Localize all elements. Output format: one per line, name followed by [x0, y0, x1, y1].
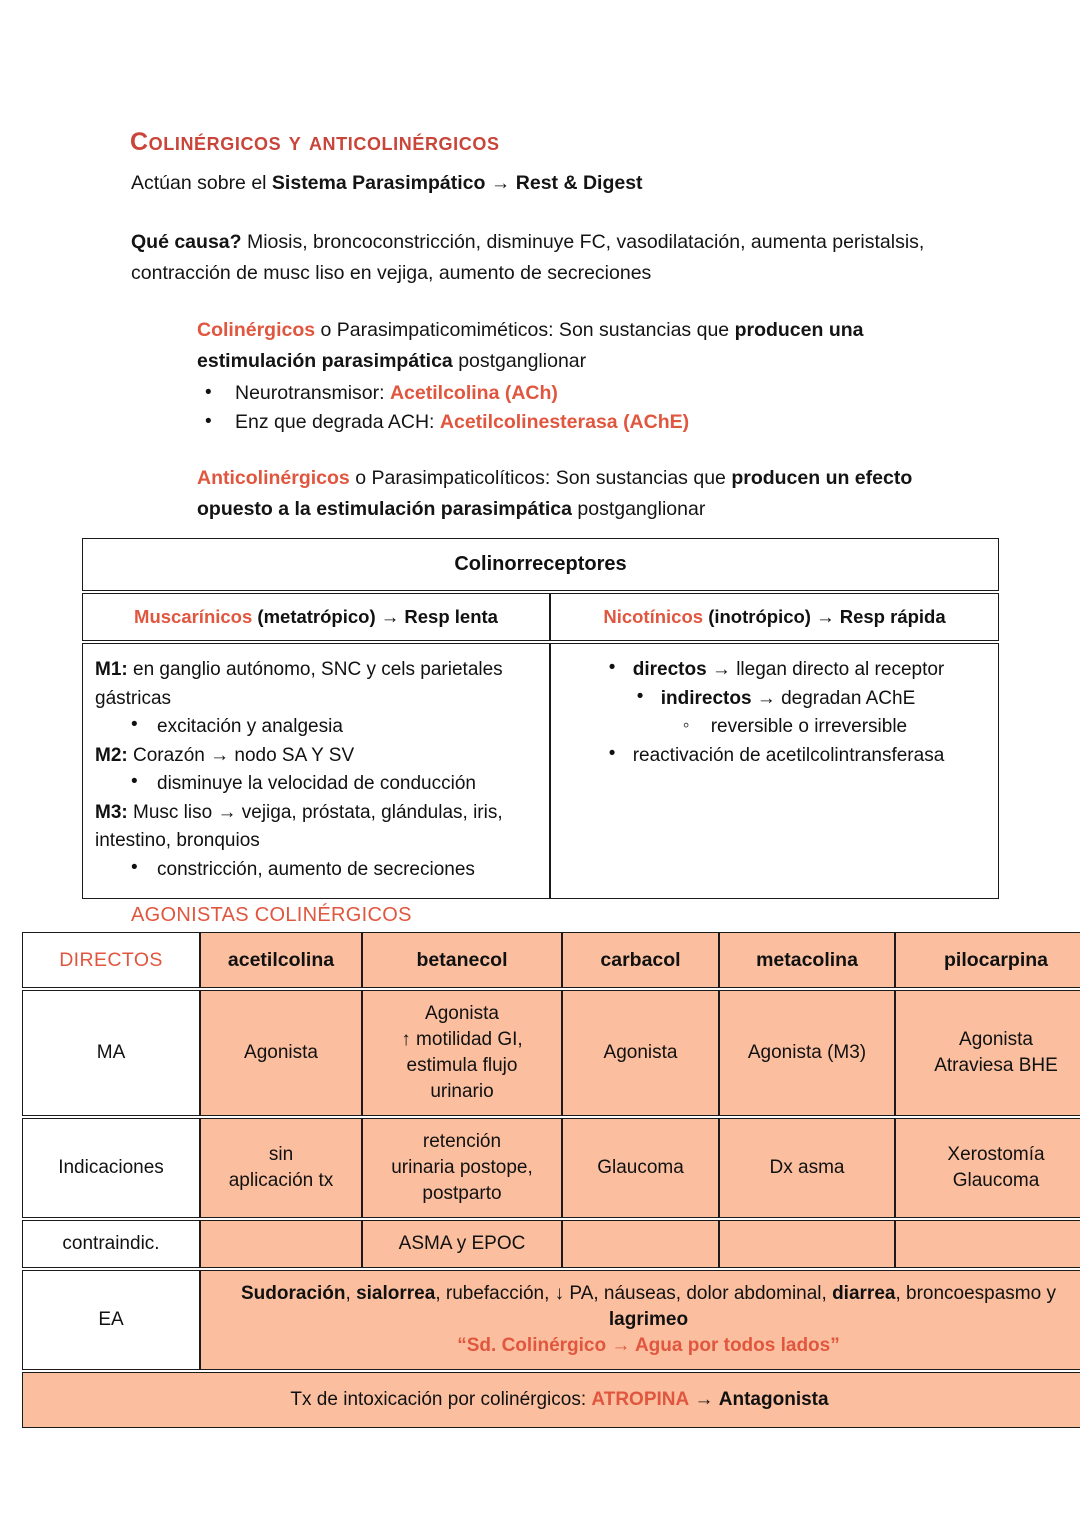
colinorreceptores-table: [82, 536, 999, 901]
m3-bullets: [95, 856, 535, 885]
muscarinic-header-accent: Muscarínicos: [134, 606, 253, 627]
m2-line: [95, 742, 535, 771]
list-item: [605, 656, 945, 685]
agonistas-colinergicos-table: [22, 930, 1080, 1430]
column-header-directos: DIRECTOS: [22, 932, 200, 988]
anticolinergicos-paragraph: [131, 463, 931, 525]
table-row: [82, 538, 999, 591]
bullet-accent: Acetilcolinesterasa (AChE): [439, 411, 690, 433]
ea-t1: ,: [345, 1283, 357, 1304]
intro-line1-pre: Actúan sobre el: [131, 172, 272, 194]
receptors-table-title: Colinorreceptores: [82, 538, 999, 591]
row-label-contraindic: contraindic.: [22, 1220, 200, 1268]
cell-ind-acetilcolina: sin aplicación tx: [200, 1118, 362, 1218]
cell-ma-carbacol: Agonista: [562, 990, 719, 1116]
cell-ind-metacolina: Dx asma: [719, 1118, 895, 1218]
list-item: ◦ reversible o irreversible: [605, 713, 945, 742]
column-header-pilocarpina: pilocarpina: [895, 932, 1080, 988]
table-row-ma: [22, 990, 1080, 1116]
nicotinic-cell: [550, 643, 999, 899]
column-header-acetilcolina: acetilcolina: [200, 932, 362, 988]
m3-text: Musc liso → vejiga, próstata, glándulas, iris, intestino, bronquios: [95, 801, 503, 851]
cell-ma-metacolina: Agonista (M3): [719, 990, 895, 1116]
colinergicos-accent: Colinérgicos: [197, 319, 316, 341]
ea-t3: , broncoespasmo y: [895, 1283, 1056, 1304]
nicotinic-header-rest: (inotrópico) → Resp rápida: [703, 606, 946, 627]
bullet-accent: Acetilcolina (ACh): [389, 382, 558, 404]
row-label-ea: EA: [22, 1270, 200, 1370]
causa-paragraph: [131, 227, 931, 289]
muscarinic-cell: [82, 643, 550, 899]
ea-b2: sialorrea: [356, 1283, 436, 1304]
ea-b4: lagrimeo: [608, 1309, 689, 1330]
anticolinergicos-mid: o Parasimpaticolíticos: Son sustancias que: [349, 467, 732, 489]
ea-b3: diarrea: [832, 1283, 896, 1304]
anticolinergicos-end: postganglionar: [571, 498, 706, 520]
table-row: [82, 593, 999, 641]
tx-pre: Tx de intoxicación por colinérgicos:: [290, 1389, 592, 1410]
bullet-pre: Enz que degrada ACH:: [235, 411, 440, 433]
colinergicos-paragraph: [131, 315, 931, 377]
list-item: • excitación y analgesia: [95, 713, 535, 742]
cell-contra-acetilcolina: [200, 1220, 362, 1268]
tx-antagonista: Antagonista: [718, 1389, 829, 1410]
row-label-ma: MA: [22, 990, 200, 1116]
indirectos-text: → degradan AChE: [751, 687, 916, 709]
list-item: [605, 685, 945, 714]
m3-line: [95, 799, 535, 856]
m1-bullets: [95, 713, 535, 742]
cell-contra-betanecol: ASMA y EPOC: [362, 1220, 562, 1268]
m3-label: M3:: [95, 801, 128, 823]
nicotinic-list: [605, 656, 945, 770]
list-item: • reactivación de acetilcolintransferasa: [605, 742, 945, 771]
cell-ind-betanecol: retención urinaria postope, postparto: [362, 1118, 562, 1218]
muscarinic-header: [82, 593, 550, 641]
column-header-betanecol: betanecol: [362, 932, 562, 988]
m1-label: M1:: [95, 659, 128, 680]
m1-line: [95, 656, 535, 713]
list-item: • constricción, aumento de secreciones: [95, 856, 535, 885]
agonistas-heading: AGONISTAS COLINÉRGICOS: [131, 904, 412, 926]
table-row-contraindic: [22, 1220, 1080, 1268]
indirectos-label: indirectos: [660, 687, 752, 709]
cell-tx-intoxicacion: [22, 1372, 1080, 1428]
cell-contra-pilocarpina: [895, 1220, 1080, 1268]
cell-ma-betanecol: Agonista ↑ motilidad GI, estimula flujo urinario: [362, 990, 562, 1116]
table-row: [82, 643, 999, 899]
cell-ea-content: [200, 1270, 1080, 1370]
cell-contra-carbacol: [562, 1220, 719, 1268]
ea-description: [207, 1281, 1080, 1333]
bullet-pre: Neurotransmisor:: [235, 382, 390, 404]
m1-text: en ganglio autónomo, SNC y cels parietales gástricas: [95, 659, 503, 709]
spacer: [131, 199, 931, 227]
tx-post: →: [689, 1389, 719, 1410]
intro-line1-bold: Sistema Parasimpático → Rest & Digest: [271, 172, 643, 194]
m2-text: Corazón → nodo SA Y SV: [127, 744, 355, 766]
ea-b1: Sudoración: [241, 1283, 346, 1304]
column-header-metacolina: metacolina: [719, 932, 895, 988]
column-header-carbacol: carbacol: [562, 932, 719, 988]
colinergicos-end: postganglionar: [452, 350, 587, 372]
nicotinic-header: [550, 593, 999, 641]
spacer: [131, 437, 931, 463]
table-row-ea: [22, 1270, 1080, 1370]
nicotinic-header-accent: Nicotínicos: [603, 606, 704, 627]
muscarinic-header-rest: (metatrópico) → Resp lenta: [252, 606, 498, 627]
cell-ind-pilocarpina: Xerostomía Glaucoma: [895, 1118, 1080, 1218]
list-item: • disminuye la velocidad de conducción: [95, 770, 535, 799]
table-header-row: [22, 932, 1080, 988]
list-item: [131, 379, 931, 408]
intro-section: [131, 168, 931, 525]
table-row-tx: [22, 1372, 1080, 1428]
colinergicos-bold: producen una estimulación parasimpática: [197, 319, 864, 372]
anticolinergicos-accent: Anticolinérgicos: [197, 467, 350, 489]
directos-label: directos: [632, 659, 707, 680]
page-title: Colinérgicos y anticolinérgicos: [130, 128, 500, 156]
tx-atropina: ATROPINA: [591, 1389, 690, 1410]
cell-contra-metacolina: [719, 1220, 895, 1268]
directos-text: → llegan directo al receptor: [706, 659, 945, 680]
cell-ma-pilocarpina: Agonista Atraviesa BHE: [895, 990, 1080, 1116]
anticolinergicos-bold: producen un efecto opuesto a la estimulación parasimpática: [197, 467, 913, 520]
ea-t2: , rubefacción, ↓ PA, náuseas, dolor abdominal,: [435, 1283, 833, 1304]
row-label-indicaciones: Indicaciones: [22, 1118, 200, 1218]
m2-label: M2:: [95, 744, 128, 766]
ea-quote: “Sd. Colinérgico → Agua por todos lados”: [457, 1335, 840, 1356]
list-item: [131, 408, 931, 437]
cell-ind-carbacol: Glaucoma: [562, 1118, 719, 1218]
m2-bullets: [95, 770, 535, 799]
colinergicos-mid: o Parasimpaticomiméticos: Son sustancias que: [315, 319, 735, 341]
spacer: [131, 289, 931, 315]
colinergicos-bullet-list: [131, 379, 931, 437]
intro-line-1: [131, 168, 931, 199]
table-row-indicaciones: [22, 1118, 1080, 1218]
causa-label: Qué causa?: [131, 231, 242, 253]
causa-text: Miosis, broncoconstricción, disminuye FC, vasodilatación, aumenta peristalsis, contracción de musc liso en vejiga, aumento de secreciones: [131, 231, 925, 284]
cell-ma-acetilcolina: Agonista: [200, 990, 362, 1116]
